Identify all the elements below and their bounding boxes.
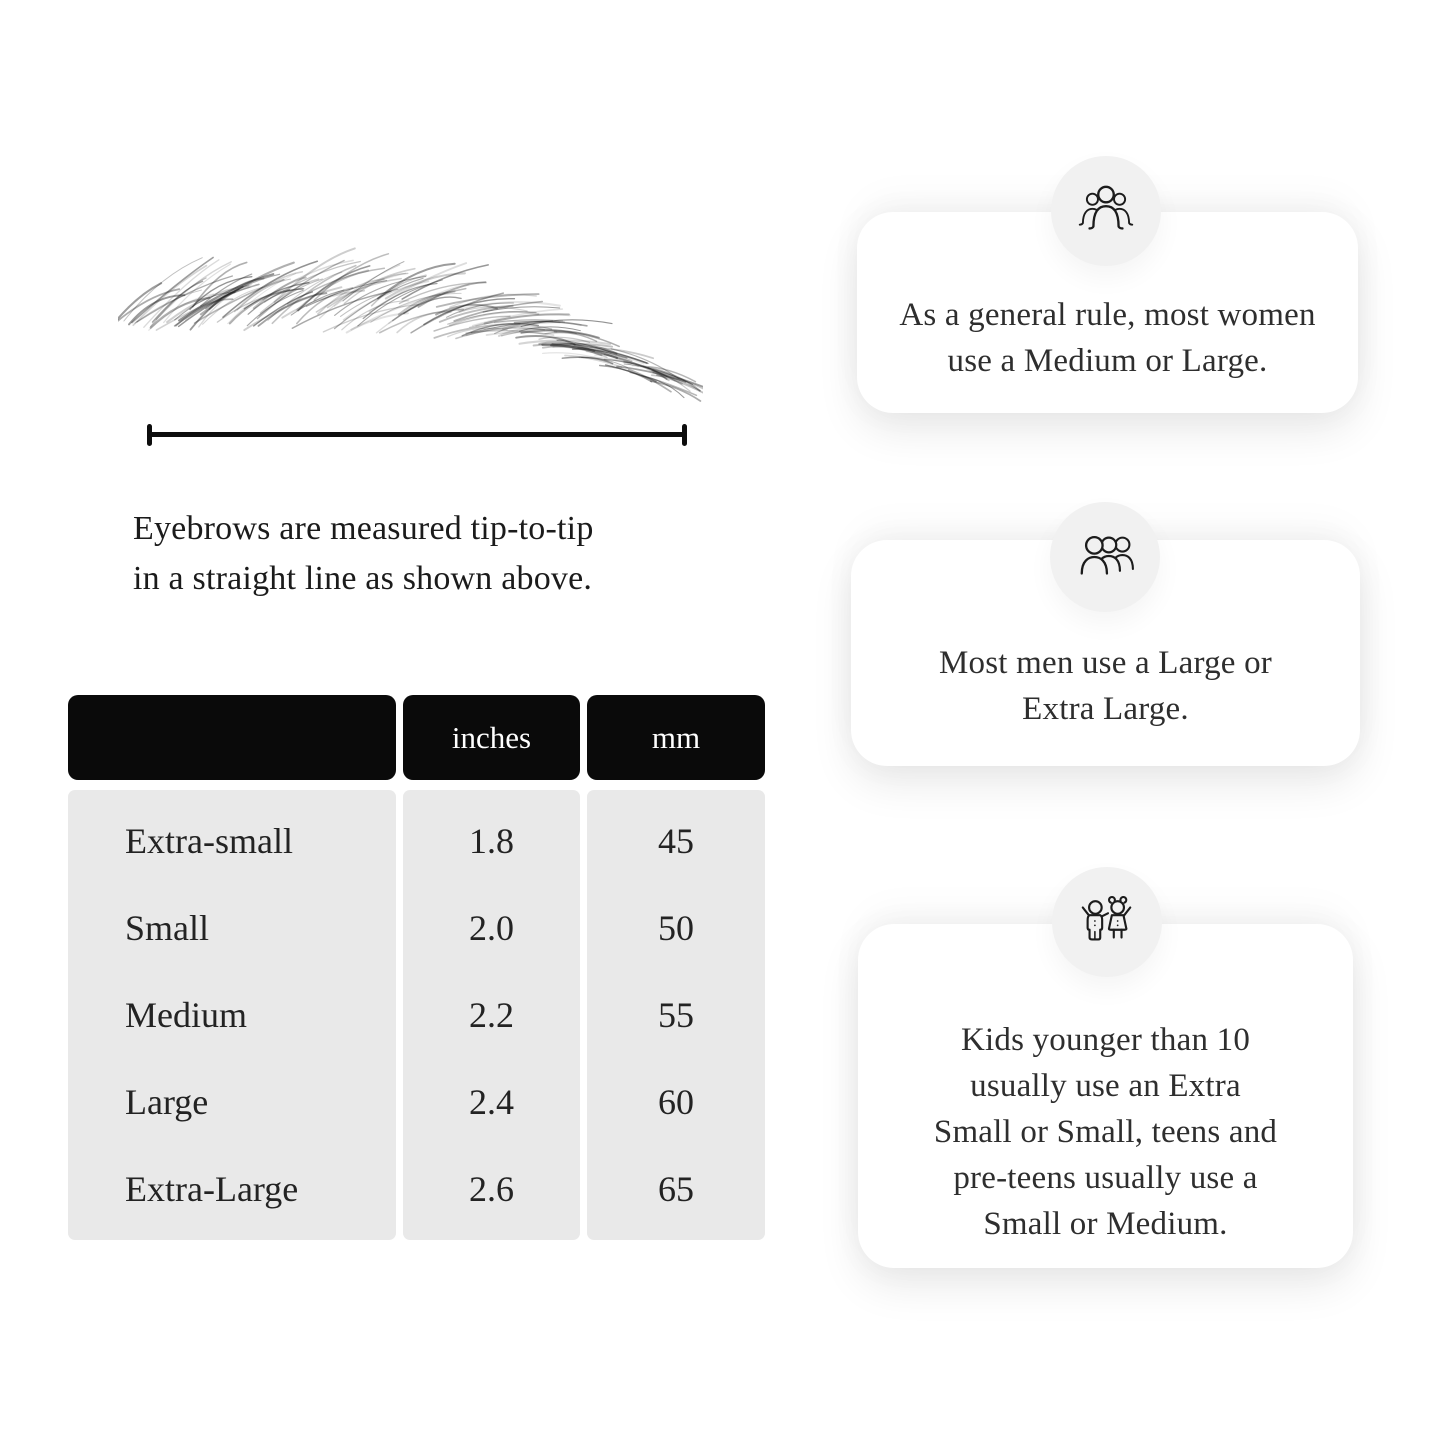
caption-line: Eyebrows are measured tip-to-tip bbox=[133, 510, 594, 547]
size-name-body bbox=[68, 790, 396, 1240]
inches-value-cell: 2.0 bbox=[469, 908, 514, 949]
header-cell-inches: inches bbox=[403, 695, 580, 780]
info-card-men-text bbox=[939, 640, 1272, 732]
men-group-icon bbox=[1074, 526, 1136, 588]
kids-icon bbox=[1076, 891, 1138, 953]
card-text-line: Most men use a Large or bbox=[939, 645, 1272, 681]
mm-value-cell: 65 bbox=[658, 1168, 694, 1209]
caption-line: in a straight line as shown above. bbox=[133, 560, 593, 597]
card-text-line: Small or Medium. bbox=[983, 1206, 1228, 1242]
size-label-cell: Large bbox=[125, 1081, 209, 1122]
card-text-line: pre-teens usually use a bbox=[953, 1160, 1258, 1196]
size-label-cell: Small bbox=[125, 908, 210, 949]
inches-value-cell: 1.8 bbox=[469, 821, 514, 862]
mm-column bbox=[587, 695, 765, 1240]
info-card-kids-text bbox=[934, 1017, 1277, 1247]
card-text-line: Kids younger than 10 bbox=[960, 1022, 1251, 1058]
size-label-cell: Extra-small bbox=[125, 821, 293, 862]
card-text-line: use a Medium or Large. bbox=[947, 343, 1268, 379]
size-label-cell: Extra-Large bbox=[125, 1168, 299, 1209]
card-text-line: usually use an Extra bbox=[970, 1068, 1241, 1104]
icon-circle bbox=[1052, 867, 1162, 977]
mm-value-cell: 60 bbox=[658, 1081, 694, 1122]
icon-circle bbox=[1050, 502, 1160, 612]
inches-value-cell: 2.2 bbox=[469, 994, 514, 1035]
size-label-cell: Medium bbox=[125, 994, 247, 1035]
mm-value-cell: 55 bbox=[658, 994, 694, 1035]
inches-column bbox=[403, 695, 580, 1240]
eyebrow-illustration bbox=[118, 233, 703, 405]
mm-value-cell: 50 bbox=[658, 908, 694, 949]
measurement-line-bar bbox=[147, 432, 687, 437]
card-text-line: Extra Large. bbox=[1022, 691, 1189, 727]
inches-value-cell: 2.6 bbox=[469, 1168, 514, 1209]
measurement-caption bbox=[133, 504, 594, 604]
card-text-line: Small or Small, teens and bbox=[933, 1114, 1278, 1150]
size-table bbox=[68, 695, 765, 1240]
mm-body bbox=[587, 790, 765, 1240]
size-name-column bbox=[68, 695, 396, 1240]
women-group-icon bbox=[1075, 180, 1137, 242]
card-text-line: As a general rule, most women bbox=[899, 297, 1316, 333]
measurement-line-right-cap bbox=[682, 424, 687, 446]
info-card-women-text bbox=[899, 292, 1315, 384]
icon-circle bbox=[1051, 156, 1161, 266]
header-cell-blank bbox=[68, 695, 396, 780]
mm-value-cell: 45 bbox=[658, 821, 694, 862]
inches-body bbox=[403, 790, 580, 1240]
measurement-line bbox=[147, 424, 687, 446]
header-cell-mm: mm bbox=[587, 695, 765, 780]
inches-value-cell: 2.4 bbox=[469, 1081, 514, 1122]
